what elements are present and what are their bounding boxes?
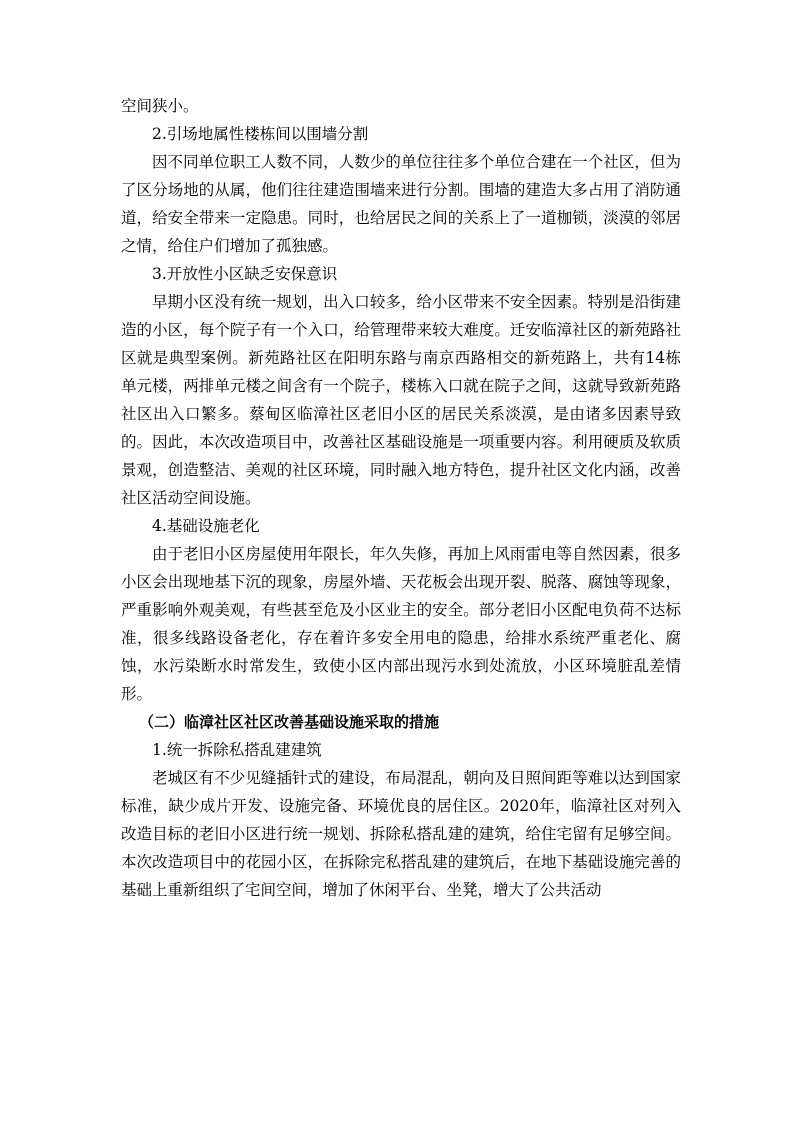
paragraph-enclosure-walls: 因不同单位职工人数不同，人数少的单位往往多个单位合建在一个社区，但为了区分场地的从属，他们往往建造围墙来进行分割。围墙的建造大多占用了消防通道，给安全带来一定隐患。同时，也给居民之间的关系上了一道枷锁，淡漠的邻居之情，给住户们增加了孤独感。 xyxy=(121,153,681,255)
subheading-demolish-illegal-buildings: 1.统一拆除私搭乱建建筑 xyxy=(152,741,322,759)
paragraph-continued: 空间狭小。 xyxy=(121,97,199,115)
subheading-aging-infrastructure: 4.基础设施老化 xyxy=(152,517,260,535)
section-heading-measures: （二）临漳社区社区改善基础设施采取的措施 xyxy=(139,713,440,731)
paragraph-aging-infrastructure: 由于老旧小区房屋使用年限长，年久失修，再加上风雨雷电等自然因素，很多小区会出现地基下沉的现象，房屋外墙、天花板会出现开裂、脱落、腐蚀等现象，严重影响外观美观，有些甚至危及小区业主的安全。部分老旧小区配电负荷不达标准，很多线路设备老化，存在着许多安全用电的隐患，给排水系统严重老化、腐蚀，水污染断水时常发生，致使小区内部出现污水到处流放，小区环境脏乱差情形。 xyxy=(121,545,681,703)
document-body xyxy=(121,92,681,904)
subheading-security-awareness: 3.开放性小区缺乏安保意识 xyxy=(152,265,338,283)
paragraph-security-awareness: 早期小区没有统一规划，出入口较多，给小区带来不安全因素。特别是沿街建造的小区，每个院子有一个入口，给管理带来较大难度。迁安临漳社区的新苑路社区就是典型案例。新苑路社区在阳明东路与南京西路相交的新苑路上，共有14栋单元楼，两排单元楼之间含有一个院子，楼栋入口就在院子之间，这就导致新苑路社区出入口繁多。蔡甸区临漳社区老旧小区的居民关系淡漠，是由诸多因素导致的。因此，本次改造项目中，改善社区基础设施是一项重要内容。利用硬质及软质景观，创造整洁、美观的社区环境，同时融入地方特色，提升社区文化内涵，改善社区活动空间设施。 xyxy=(121,293,681,507)
subheading-enclosure-walls: 2.引场地属性楼栋间以围墙分割 xyxy=(152,125,369,143)
paragraph-demolish-illegal-buildings: 老城区有不少见缝插针式的建设，布局混乱，朝向及日照间距等难以达到国家标准，缺少成片开发、设施完备、环境优良的居住区。2020年，临漳社区对列入改造目标的老旧小区进行统一规划、拆除私搭乱建的建筑，给住宅留有足够空间。本次改造项目中的花园小区，在拆除完私搭乱建的建筑后，在地下基础设施完善的基础上重新组织了宅间空间，增加了休闲平台、坐凳，增大了公共活动 xyxy=(121,769,681,899)
